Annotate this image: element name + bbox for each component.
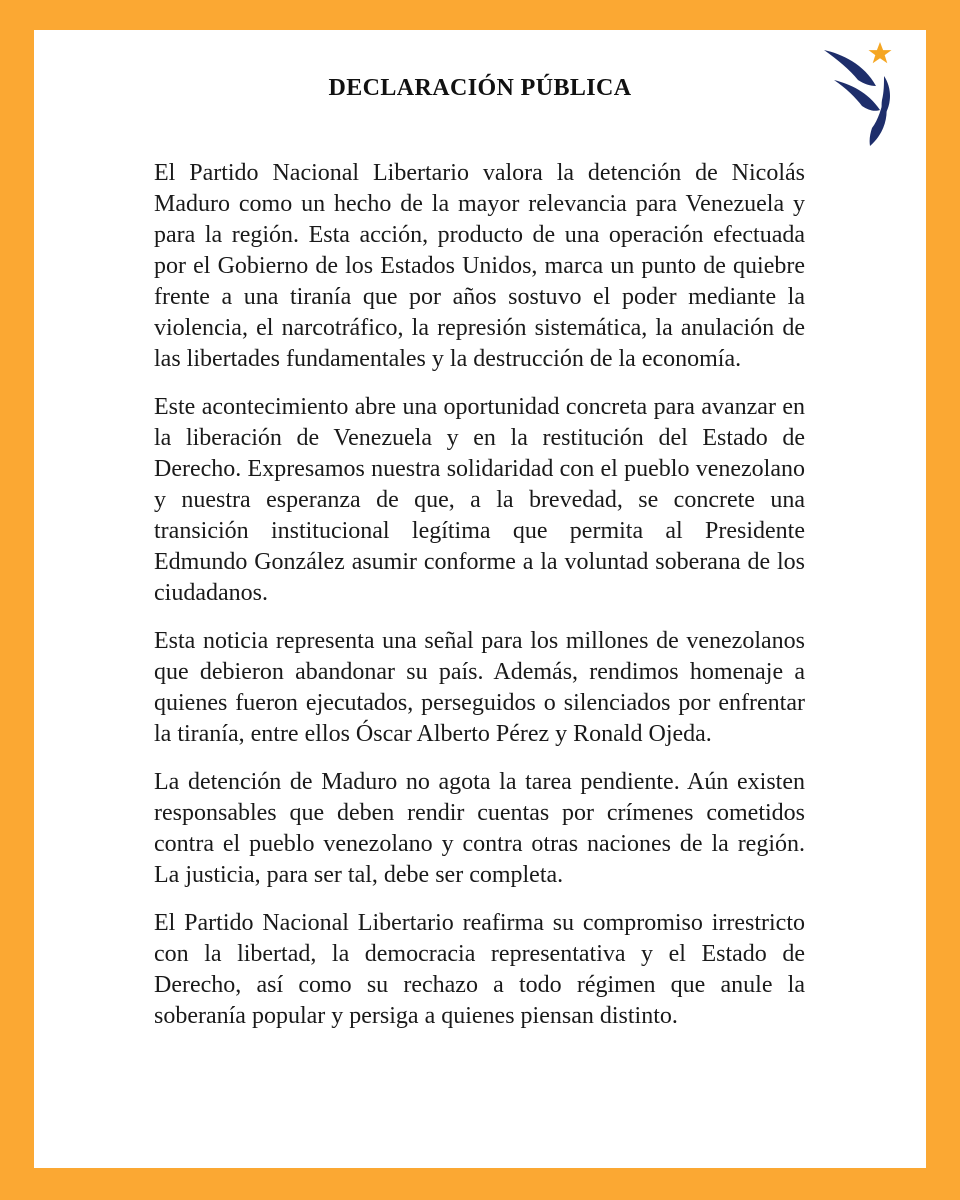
paragraph-4: La detención de Maduro no agota la tarea pendiente. Aún existen responsables que deben rendir cuentas por crímenes cometidos contra el pueblo venezolano y contra otras naciones de la región. La justicia, para ser tal, debe ser completa. [154,769,805,888]
statement-body [154,158,805,1049]
paragraph-2: Este acontecimiento abre una oportunidad concreta para avanzar en la liberación de Venezuela y en la restitución del Estado de Derecho. Expresamos nuestra solidaridad con el pueblo venezolano y nuestra esperanza de que, a la brevedad, se concrete una transición institucional legítima que permita al Presidente Edmundo González asumir conforme a la voluntad soberana de los ciudadanos. [154,394,805,606]
logo-star [869,42,892,63]
paragraph-5: El Partido Nacional Libertario reafirma su compromiso irrestricto con la libertad, la democracia representativa y el Estado de Derecho, así como su rechazo a todo régimen que anule la soberanía popular y persiga a quienes piensan distinto. [154,910,805,1029]
paragraph-3: Esta noticia representa una señal para los millones de venezolanos que debieron abandonar su país. Además, rendimos homenaje a quienes fueron ejecutados, perseguidos o silenciados por enfrentar la tiranía, entre ellos Óscar Alberto Pérez y Ronald Ojeda. [154,628,805,747]
paragraph-1: El Partido Nacional Libertario valora la detención de Nicolás Maduro como un hecho de la mayor relevancia para Venezuela y para la región. Esta acción, producto de una operación efectuada por el Gobierno de los Estados Unidos, marca un punto de quiebre frente a una tiranía que por años sostuvo el poder mediante la violencia, el narcotráfico, la represión sistemática, la anulación de las libertades fundamentales y la destrucción de la economía. [154,160,805,372]
page-title: DECLARACIÓN PÚBLICA [328,75,632,101]
